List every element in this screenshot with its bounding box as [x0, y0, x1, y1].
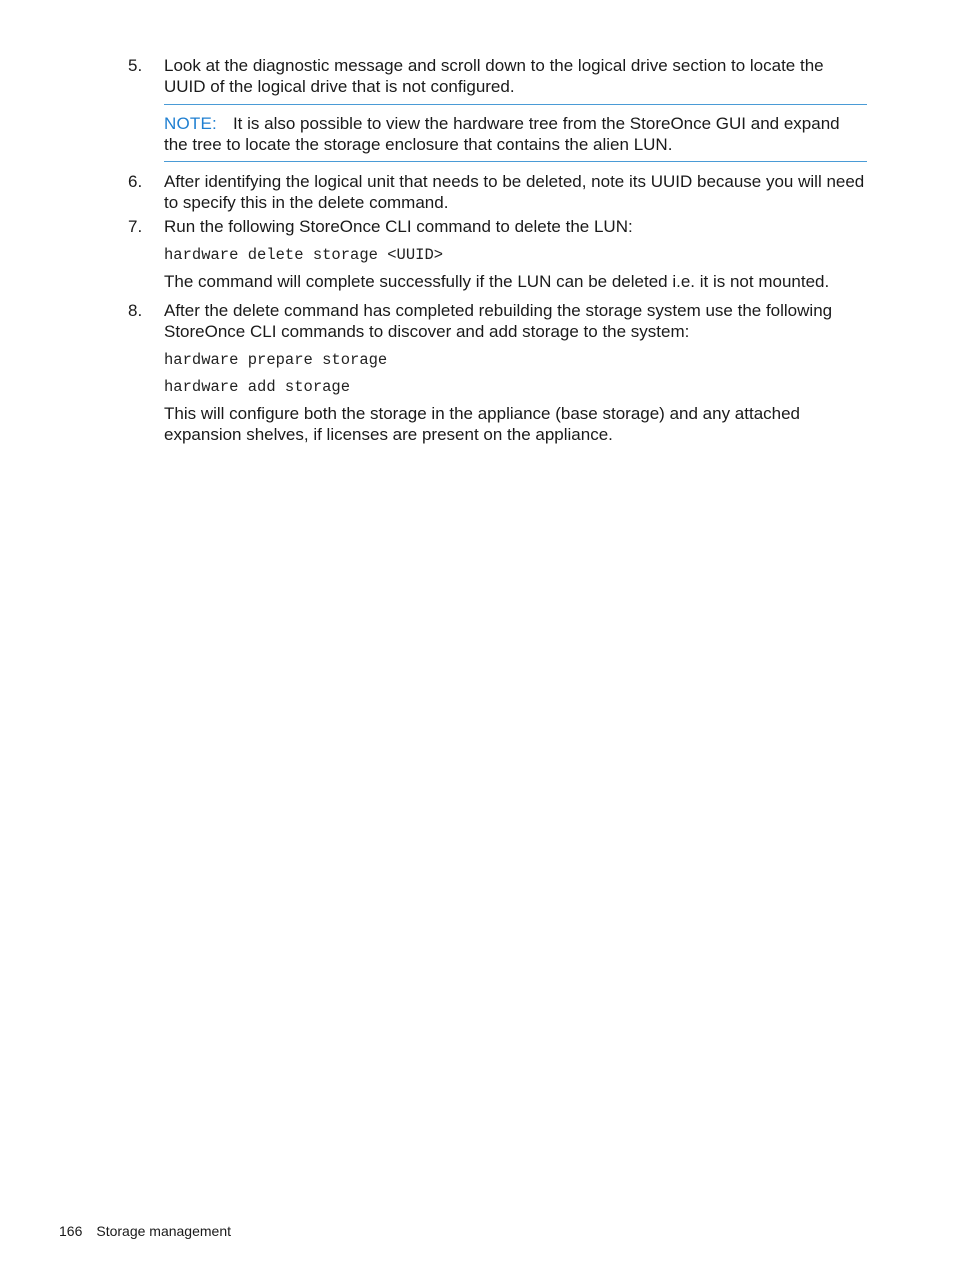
step-5-text: Look at the diagnostic message and scroll down to the logical drive section to locate the UUID of the logical drive that is not configured.: [164, 56, 824, 96]
step-5: [128, 55, 868, 99]
step-7-result-text: The command will complete successfully if the LUN can be deleted i.e. it is not mounted.: [164, 272, 830, 291]
note-box: [164, 104, 867, 162]
code-add-storage: hardware add storage: [164, 378, 351, 396]
step-7: [128, 216, 868, 238]
step-7-text: Run the following StoreOnce CLI command to delete the LUN:: [164, 217, 633, 236]
step-8-text: After the delete command has completed rebuilding the storage system use the following StoreOnce CLI commands to discover and add storage to the system:: [164, 301, 833, 341]
step-8: [128, 300, 868, 344]
step-8-number: 8.: [128, 301, 143, 320]
step-6: [128, 171, 868, 215]
note-text: It is also possible to view the hardware tree from the StoreOnce GUI and expand the tree to locate the storage enclosure that contains the alien LUN.: [164, 114, 840, 154]
code-prepare-storage: hardware prepare storage: [164, 351, 388, 369]
page-footer: [59, 1222, 231, 1240]
section-title: Storage management: [96, 1223, 231, 1239]
note-label: NOTE:: [164, 114, 217, 133]
step-6-number: 6.: [128, 172, 143, 191]
step-7-number: 7.: [128, 217, 143, 236]
code-delete-storage: hardware delete storage <UUID>: [164, 246, 444, 264]
step-8-result-text: This will configure both the storage in the appliance (base storage) and any attached expansion shelves, if licenses are present on the appliance.: [164, 404, 801, 444]
note-content: [164, 113, 867, 155]
step-6-text: After identifying the logical unit that needs to be deleted, note its UUID because you will need to specify this in the delete command.: [164, 172, 865, 212]
step-5-number: 5.: [128, 56, 143, 75]
page-number: 166: [59, 1223, 83, 1239]
